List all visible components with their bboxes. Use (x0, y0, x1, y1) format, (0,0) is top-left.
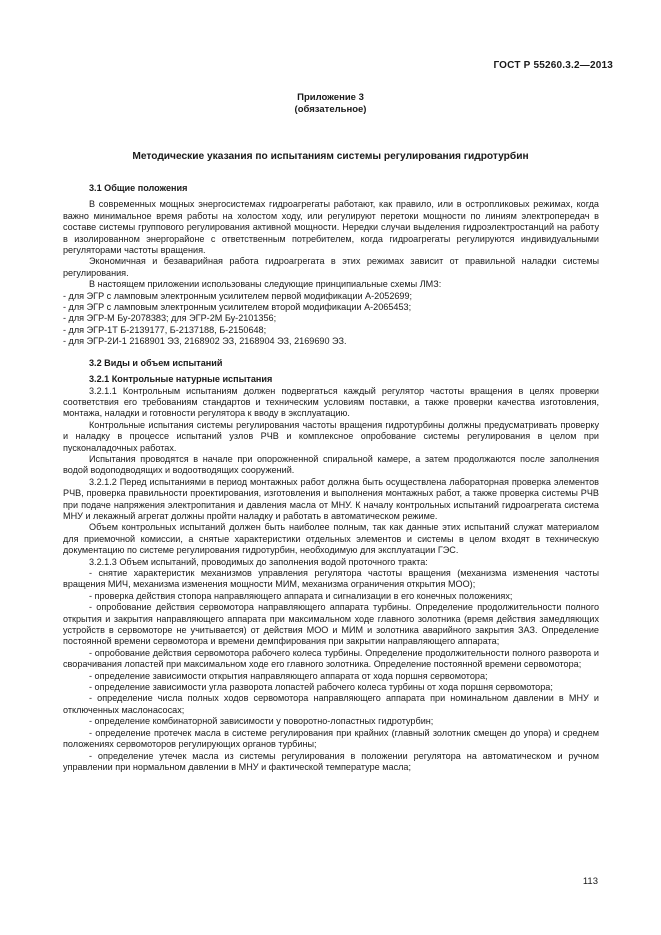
paragraph: 3.2.1.3 Объем испытаний, проводимых до заполнения водой проточного тракта: (89, 556, 428, 567)
appendix-heading (0, 92, 661, 115)
section-heading-3-1: 3.1 Общие положения (89, 183, 188, 193)
paragraph: В современных мощных энергосистемах гидроагрегаты работают, как правило, или в остропликовых режимах, когда важно минимальное время работы на холостом ходу, или регулируют перетоки мощности по линиям электропередач в составе системы группового регулирования активной мощности. Нередки случаи выделения гидроэлектростанций на работу в изолированном энергорайоне с ответственным потребителем, когда гидроагрегаты регулируются индивидуальными регуляторами частоты вращения. (63, 199, 599, 256)
paragraph: 3.2.1.2 Перед испытаниями в период монтажных работ должна быть осуществлена лабораторная проверка элементов РЧВ, проверка правильности проектирования, изготовления и выполнения монтажных работ, а также проверка системы РЧВ при подаче напряжения электропитания и давления масла от МНУ. К началу контрольных испытаний гидроагрегата система МНУ и лекажный агрегат должны пройти наладку и работать в автоматическом режиме. (63, 476, 599, 521)
paragraph: Испытания проводятся в начале при опорожненной спиральной камере, а затем продолжаются после заполнения водой водоподводящих и водоотводящих сооружений. (63, 453, 599, 476)
page-number: 113 (582, 876, 598, 887)
list-item: - для ЭГР-1Т Б-2139177, Б-2137188, Б-2150648; (63, 324, 267, 335)
list-item: - определение утечек масла из системы регулирования в положении регулятора на автоматическом и ручном управлении при нормальном давлении в МНУ и фактической температуре масла; (63, 750, 599, 772)
document-title: Методические указания по испытаниям системы регулирования гидротурбин (132, 151, 529, 162)
list-item: - определение числа полных ходов сервомотора направляющего аппарата при номинальном давлении в МНУ и отключенных маслонасосах; (63, 693, 599, 715)
paragraph: Экономичная и безаварийная работа гидроагрегата в этих режимах зависит от правильной наладки системы регулирования. (63, 256, 599, 278)
paragraph: Объем контрольных испытаний должен быть наиболее полным, так как данные этих испытаний служат материалом для приемочной комиссии, а снятые характеристики отдельных элементов и системы в целом входят в техническую документацию по системе регулирования гидротурбин, необходимую для эксплуатации ГЭС. (63, 522, 599, 556)
standard-number: ГОСТ Р 55260.3.2—2013 (493, 60, 613, 71)
list-item: - определение зависимости угла разворота лопастей рабочего колеса турбины от хода поршня сервомотора; (89, 682, 553, 693)
list-item: - определение комбинаторной зависимости у поворотно-лопастных гидротурбин; (89, 716, 434, 727)
section-heading-3-2: 3.2 Виды и объем испытаний (89, 357, 223, 368)
list-item: - для ЭГР-М Бу-2078383; для ЭГР-2М Бу-2101356; (63, 313, 277, 324)
list-item: - опробование действия сервомотора направляющего аппарата турбины. Определение продолжительности полного открытия и закрытия направляющего аппарата при максимальном ходе главного золотника (время действия замедляющих устройств в сервомоторе не учитывается) от действия МОО и МИМ и золотника аварийного закрытия ЗАЗ. Определение постоянной времени сервомотора и времени демпфирования при закрытии направляющего аппарата; (63, 602, 599, 647)
list-item: - проверка действия стопора направляющего аппарата и сигнализации в его конечных положениях; (89, 590, 513, 601)
list-item: - для ЭГР с ламповым электронным усилителем первой модификации А-2052699; (63, 290, 413, 301)
document-body (63, 183, 599, 773)
paragraph: 3.2.1.1 Контрольным испытаниям должен подвергаться каждый регулятор частоты вращения в целях проверки соответствия его требованиям стандартов и техническим условиям поставки, а также проверки качества изготовления, монтажа, наладки и готовности регулятора к вводу в эксплуатацию. (63, 385, 599, 419)
paragraph: В настоящем приложении использованы следующие принципиальные схемы ЛМЗ: (89, 279, 442, 290)
list-item: - опробование действия сервомотора рабочего колеса турбины. Определение продолжительности полного разворота и сворачивания лопастей при максимальном ходе его главного золотника. Определение постоянной времени сервомотора; (63, 647, 599, 670)
list-item: - для ЭГР с ламповым электронным усилителем второй модификации А-2065453; (63, 302, 412, 313)
subsection-heading-3-2-1: 3.2.1 Контрольные натурные испытания (89, 374, 273, 385)
paragraph: Контрольные испытания системы регулирования частоты вращения гидротурбины должны предусматривать проверку и наладку в процессе испытаний узлов РЧВ и комплексное опробование системы регулирования в целом при пусконаладочных работах. (63, 419, 599, 453)
list-item: - снятие характеристик механизмов управления регулятора частоты вращения (механизма изменения частоты вращения МИЧ, механизма изменения мощности МИМ, механизма ограничения открытия МОО); (63, 568, 599, 590)
list-item: - определение протечек масла в системе регулирования при крайних (главный золотник смещен до упора) и среднем положениях сервомоторов регулирующих органов турбины; (63, 727, 599, 750)
list-item: - определение зависимости открытия направляющего аппарата от хода поршня сервомотора; (89, 670, 488, 681)
appendix-status: (обязательное) (294, 103, 367, 115)
appendix-title: Приложение 3 (297, 92, 364, 103)
list-item: - для ЭГР-2И-1 2168901 ЭЗ, 2168902 ЭЗ, 2168904 ЭЗ, 2169690 ЭЗ. (63, 336, 347, 347)
